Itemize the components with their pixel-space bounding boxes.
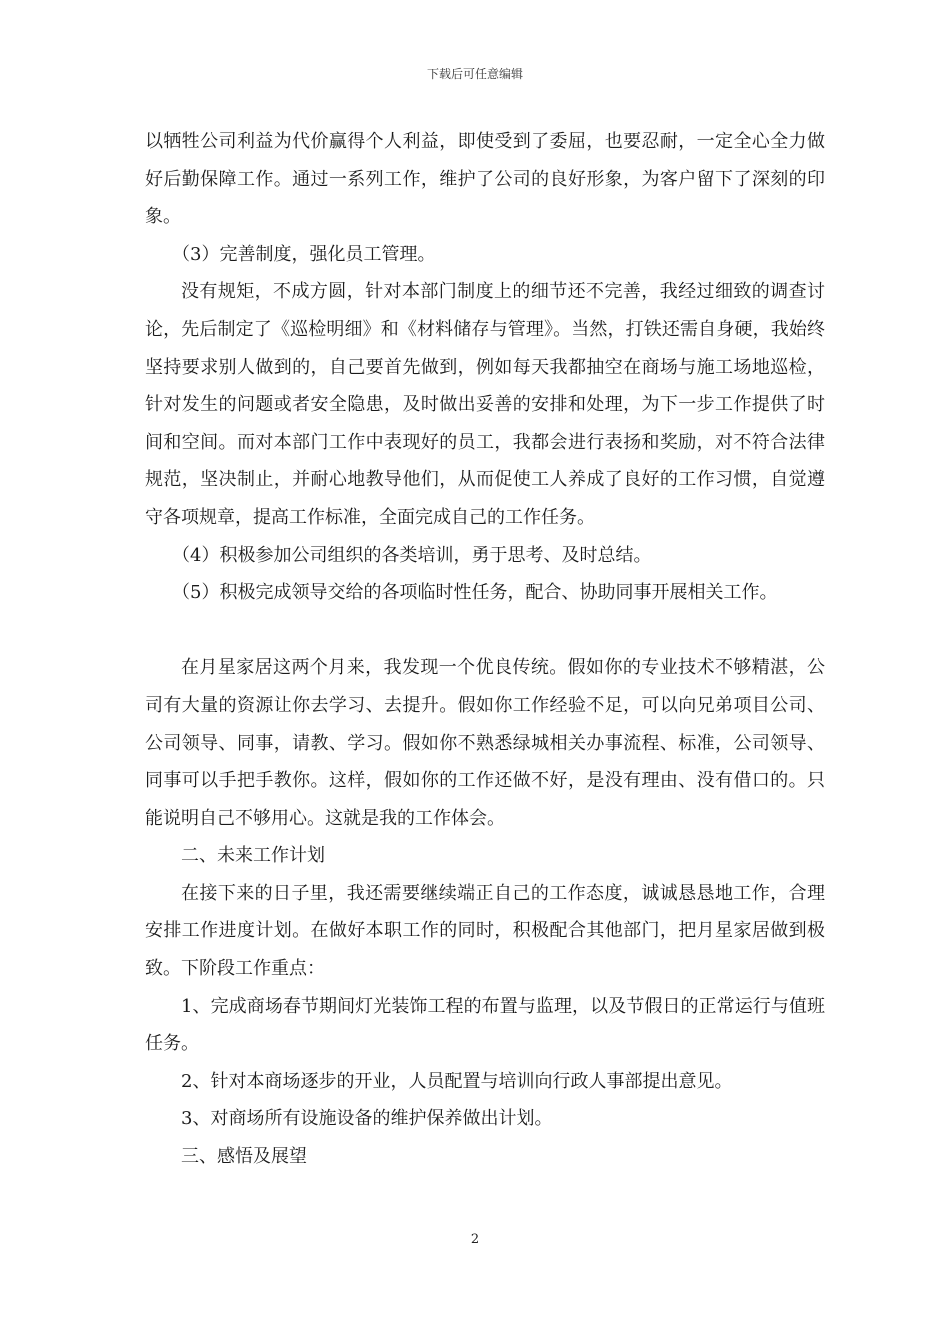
- list-item-4: （4）积极参加公司组织的各类培训，勇于思考、及时总结。: [172, 544, 652, 566]
- plan-item-2: 2、针对本商场逐步的开业，人员配置与培训向行政人事部提出意见。: [181, 1070, 733, 1092]
- list-item-5: （5）积极完成领导交给的各项临时性任务，配合、协助同事开展相关工作。: [172, 582, 778, 604]
- page-header-note: 下载后可任意编辑: [426, 67, 523, 81]
- section-heading-reflection: 三、感悟及展望: [181, 1146, 307, 1168]
- plan-item-1: 1、完成商场春节期间灯光装饰工程的布置与监理，以及节假日的正常运行与值班任务。: [145, 995, 825, 1055]
- page-number: 2: [470, 1232, 480, 1247]
- paragraph-future-plan: 在接下来的日子里，我还需要继续端正自己的工作态度，诚诚恳恳地工作，合理安排工作进度计划。在做好本职工作的同时，积极配合其他部门，把月星家居做到极致。下阶段工作重点：: [145, 882, 825, 980]
- plan-item-3: 3、对商场所有设施设备的维护保养做出计划。: [181, 1108, 553, 1130]
- section-heading-future-plan: 二、未来工作计划: [181, 845, 325, 867]
- paragraph-experience: 在月星家居这两个月来，我发现一个优良传统。假如你的专业技术不够精湛，公司有大量的资源让你去学习、去提升。假如你工作经验不足，可以向兄弟项目公司、公司领导、同事，请教、学习。假如你不熟悉绿城相关办事流程、标准，公司领导、同事可以手把手教你。这样，假如你的工作还做不好，是没有理由、没有借口的。只能说明自己不够用心。这就是我的工作体会。: [145, 657, 825, 829]
- paragraph-spacer: [145, 612, 825, 650]
- paragraph-continuation: 以牺牲公司利益为代价赢得个人利益，即使受到了委屈，也要忍耐，一定全心全力做好后勤保障工作。通过一系列工作，维护了公司的良好形象，为客户留下了深刻的印象。: [145, 131, 825, 228]
- paragraph-rules: 没有规矩，不成方圆，针对本部门制度上的细节还不完善，我经过细致的调查讨论，先后制定了《巡检明细》和《材料储存与管理》。当然，打铁还需自身硬，我始终坚持要求别人做到的，自己要首先做到，例如每天我都抽空在商场与施工场地巡检，针对发生的问题或者安全隐患，及时做出妥善的安排和处理，为下一步工作提供了时间和空间。而对本部门工作中表现好的员工，我都会进行表扬和奖励，对不符合法律规范，坚决制止，并耐心地教导他们，从而促使工人养成了良好的工作习惯，自觉遵守各项规章，提高工作标准，全面完成自己的工作任务。: [145, 281, 825, 528]
- list-item-3: （3）完善制度，强化员工管理。: [172, 243, 436, 265]
- document-body: [145, 123, 825, 1176]
